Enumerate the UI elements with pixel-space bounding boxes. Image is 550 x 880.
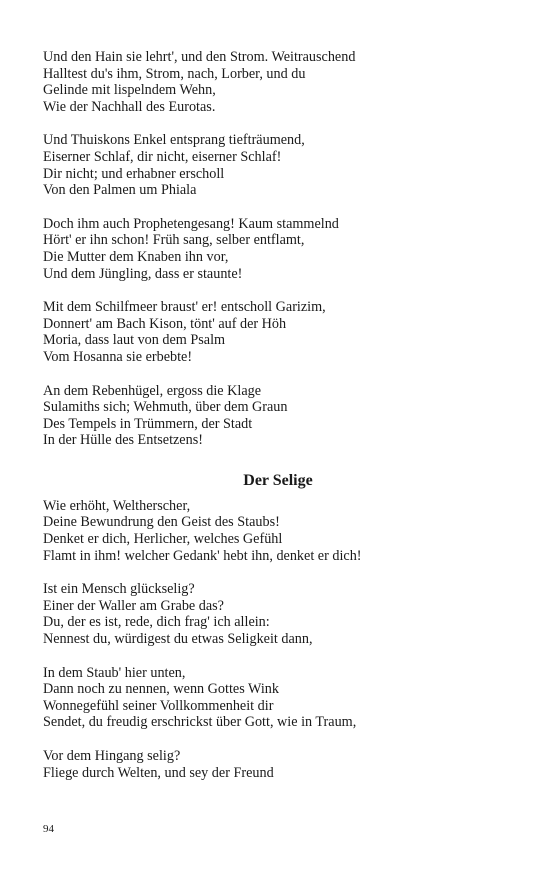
verse-line: Doch ihm auch Prophetengesang! Kaum stammelnd — [43, 215, 339, 232]
verse-line: Und dem Jüngling, dass er staunte! — [43, 265, 243, 282]
verse-line: Dann noch zu nennen, wenn Gottes Wink — [43, 681, 279, 698]
verse-line: Nennest du, würdigest du etwas Seligkeit dann, — [43, 631, 313, 648]
stanza — [43, 49, 513, 115]
verse-line: Eiserner Schlaf, dir nicht, eiserner Schlaf! — [43, 148, 282, 165]
verse-line: Wie der Nachhall des Eurotas. — [43, 98, 216, 115]
verse-line: An dem Rebenhügel, ergoss die Klage — [43, 382, 262, 399]
stanza — [43, 498, 513, 564]
verse-line: Dir nicht; und erhabner erscholl — [43, 165, 225, 182]
verse-line: Von den Palmen um Phiala — [43, 182, 197, 199]
verse-line: Vom Hosanna sie erbebte! — [43, 348, 193, 365]
poem-continued — [43, 49, 513, 449]
poem-title: Der Selige — [243, 471, 313, 489]
verse-line: Vor dem Hingang selig? — [43, 748, 181, 764]
verse-line: Die Mutter dem Knaben ihn vor, — [43, 248, 229, 265]
book-page — [43, 49, 513, 798]
verse-line: Gelinde mit lispelndem Wehn, — [43, 82, 216, 99]
verse-line: Deine Bewundrung den Geist des Staubs! — [43, 514, 280, 531]
verse-line: In dem Staub' hier unten, — [43, 664, 186, 681]
stanza — [43, 299, 513, 365]
verse-line: Denket er dich, Herlicher, welches Gefühl — [43, 531, 283, 548]
stanza — [43, 581, 513, 647]
verse-line: Sendet, du freudig erschrickst über Gott, wie in Traum, — [43, 714, 357, 731]
verse-line: Einer der Waller am Grabe das? — [43, 597, 224, 614]
page-number: 94 — [43, 823, 54, 835]
verse-line: Moria, dass laut von dem Psalm — [43, 332, 226, 349]
poem-body — [43, 498, 513, 781]
verse-line: Fliege durch Welten, und sey der Freund — [43, 764, 274, 781]
verse-line: Sulamiths sich; Wehmuth, über dem Graun — [43, 399, 288, 416]
stanza — [43, 665, 513, 731]
verse-line: Flamt in ihm! welcher Gedank' hebt ihn, denket er dich! — [43, 547, 362, 564]
verse-line: Hört' er ihn schon! Früh sang, selber entflamt, — [43, 232, 305, 249]
stanza — [43, 132, 513, 198]
verse-line: Du, der es ist, rede, dich frag' ich allein: — [43, 614, 270, 631]
verse-line: Und den Hain sie lehrt', und den Strom. Weitrauschend — [43, 49, 356, 65]
stanza — [43, 383, 513, 449]
verse-line: Und Thuiskons Enkel entsprang tiefträumend, — [43, 132, 305, 149]
verse-line: Wonnegefühl seiner Vollkommenheit dir — [43, 697, 274, 714]
verse-line: Mit dem Schilfmeer braust' er! entscholl Garizim, — [43, 299, 326, 316]
stanza — [43, 748, 513, 781]
verse-line: Wie erhöht, Weltherscher, — [43, 497, 191, 514]
stanza — [43, 216, 513, 282]
verse-line: Halltest du's ihm, Strom, nach, Lorber, und du — [43, 65, 306, 82]
verse-line: Donnert' am Bach Kison, tönt' auf der Höh — [43, 315, 287, 332]
verse-line: Ist ein Mensch glückselig? — [43, 581, 195, 598]
verse-line: In der Hülle des Entsetzens! — [43, 432, 203, 449]
verse-line: Des Tempels in Trümmern, der Stadt — [43, 415, 253, 432]
